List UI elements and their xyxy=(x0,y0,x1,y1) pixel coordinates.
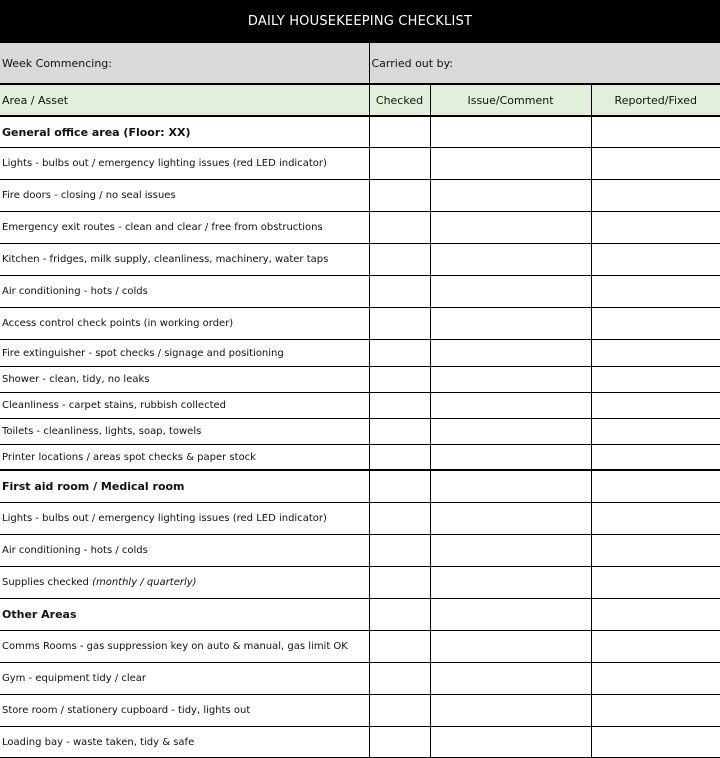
column-header-issue: Issue/Comment xyxy=(430,84,591,116)
item-label xyxy=(0,308,369,340)
item-label xyxy=(0,445,369,471)
item-text: Air conditioning - hots / colds xyxy=(2,545,148,556)
reported-fixed-cell[interactable] xyxy=(591,116,720,148)
item-text: Toilets - cleanliness, lights, soap, towels xyxy=(2,426,202,437)
checked-cell[interactable] xyxy=(369,308,430,340)
section-title xyxy=(0,470,369,503)
item-text: Lights - bulbs out / emergency lighting issues (red LED indicator) xyxy=(2,158,327,169)
reported-fixed-cell[interactable] xyxy=(591,445,720,471)
checklist-row xyxy=(0,695,720,727)
section-title xyxy=(0,599,369,631)
item-text: Gym - equipment tidy / clear xyxy=(2,673,147,684)
item-label xyxy=(0,535,369,567)
issue-comment-cell[interactable] xyxy=(430,367,591,393)
item-text: Air conditioning - hots / colds xyxy=(2,286,148,297)
checked-cell[interactable] xyxy=(369,367,430,393)
reported-fixed-cell[interactable] xyxy=(591,393,720,419)
issue-comment-cell[interactable] xyxy=(430,695,591,727)
reported-fixed-cell[interactable] xyxy=(591,695,720,727)
item-label xyxy=(0,393,369,419)
item-label xyxy=(0,244,369,276)
item-text: Shower - clean, tidy, no leaks xyxy=(2,374,150,385)
reported-fixed-cell[interactable] xyxy=(591,535,720,567)
item-text: First aid room / Medical room xyxy=(2,480,185,493)
section-row xyxy=(0,116,720,148)
info-row xyxy=(0,43,720,85)
issue-comment-cell[interactable] xyxy=(430,470,591,503)
week-commencing-field[interactable]: Week Commencing: xyxy=(0,43,369,85)
reported-fixed-cell[interactable] xyxy=(591,340,720,367)
item-label xyxy=(0,180,369,212)
item-text: Cleanliness - carpet stains, rubbish collected xyxy=(2,400,226,411)
item-text: Other Areas xyxy=(2,608,77,621)
header-row xyxy=(0,84,720,116)
item-text: Supplies checked xyxy=(2,577,93,588)
checklist-row xyxy=(0,419,720,445)
checked-cell[interactable] xyxy=(369,695,430,727)
item-label xyxy=(0,727,369,758)
checklist-row xyxy=(0,276,720,308)
section-title xyxy=(0,116,369,148)
reported-fixed-cell[interactable] xyxy=(591,276,720,308)
checked-cell[interactable] xyxy=(369,727,430,758)
item-label xyxy=(0,631,369,663)
checklist-row xyxy=(0,393,720,419)
column-header-area: Area / Asset xyxy=(0,84,369,116)
carried-out-by-field[interactable]: Carried out by: xyxy=(369,43,720,85)
issue-comment-cell[interactable] xyxy=(430,212,591,244)
item-text: Fire doors - closing / no seal issues xyxy=(2,190,176,201)
item-text: Emergency exit routes - clean and clear / free from obstructions xyxy=(2,222,323,233)
issue-comment-cell[interactable] xyxy=(430,503,591,535)
item-note: (monthly / quarterly) xyxy=(92,577,197,588)
item-label xyxy=(0,567,369,599)
checked-cell[interactable] xyxy=(369,419,430,445)
reported-fixed-cell[interactable] xyxy=(591,308,720,340)
section-row xyxy=(0,599,720,631)
reported-fixed-cell[interactable] xyxy=(591,599,720,631)
issue-comment-cell[interactable] xyxy=(430,116,591,148)
issue-comment-cell[interactable] xyxy=(430,631,591,663)
issue-comment-cell[interactable] xyxy=(430,727,591,758)
issue-comment-cell[interactable] xyxy=(430,599,591,631)
reported-fixed-cell[interactable] xyxy=(591,631,720,663)
reported-fixed-cell[interactable] xyxy=(591,180,720,212)
item-label xyxy=(0,148,369,180)
checked-cell[interactable] xyxy=(369,470,430,503)
checked-cell[interactable] xyxy=(369,503,430,535)
issue-comment-cell[interactable] xyxy=(430,567,591,599)
issue-comment-cell[interactable] xyxy=(430,340,591,367)
issue-comment-cell[interactable] xyxy=(430,419,591,445)
issue-comment-cell[interactable] xyxy=(430,148,591,180)
item-text: Loading bay - waste taken, tidy & safe xyxy=(2,736,195,748)
checked-cell[interactable] xyxy=(369,276,430,308)
checked-cell[interactable] xyxy=(369,244,430,276)
reported-fixed-cell[interactable] xyxy=(591,367,720,393)
item-label xyxy=(0,419,369,445)
checked-cell[interactable] xyxy=(369,180,430,212)
issue-comment-cell[interactable] xyxy=(430,663,591,695)
item-text: Fire extinguisher - spot checks / signage and positioning xyxy=(2,347,284,359)
checklist-row xyxy=(0,244,720,276)
checked-cell[interactable] xyxy=(369,393,430,419)
reported-fixed-cell[interactable] xyxy=(591,244,720,276)
checked-cell[interactable] xyxy=(369,340,430,367)
item-label xyxy=(0,503,369,535)
checked-cell[interactable] xyxy=(369,148,430,180)
checklist-table xyxy=(0,42,720,758)
checklist-row xyxy=(0,631,720,663)
checked-cell[interactable] xyxy=(369,631,430,663)
item-text: Store room / stationery cupboard - tidy, lights out xyxy=(2,705,251,716)
checklist-row xyxy=(0,445,720,471)
reported-fixed-cell[interactable] xyxy=(591,503,720,535)
reported-fixed-cell[interactable] xyxy=(591,212,720,244)
item-text: Kitchen - fridges, milk supply, cleanliness, machinery, water taps xyxy=(2,254,329,265)
reported-fixed-cell[interactable] xyxy=(591,567,720,599)
item-text: General office area (Floor: XX) xyxy=(2,125,191,139)
item-label xyxy=(0,276,369,308)
column-header-checked: Checked xyxy=(369,84,430,116)
checklist-row xyxy=(0,308,720,340)
item-label xyxy=(0,663,369,695)
issue-comment-cell[interactable] xyxy=(430,535,591,567)
issue-comment-cell[interactable] xyxy=(430,308,591,340)
item-text: Access control check points (in working order) xyxy=(2,318,234,329)
item-label xyxy=(0,695,369,727)
checklist-row xyxy=(0,148,720,180)
checked-cell[interactable] xyxy=(369,535,430,567)
checked-cell[interactable] xyxy=(369,567,430,599)
page-title: DAILY HOUSEKEEPING CHECKLIST xyxy=(0,0,720,42)
issue-comment-cell[interactable] xyxy=(430,244,591,276)
checklist-row xyxy=(0,212,720,244)
item-label xyxy=(0,367,369,393)
checklist-row xyxy=(0,503,720,535)
reported-fixed-cell[interactable] xyxy=(591,663,720,695)
item-label xyxy=(0,212,369,244)
checklist-row xyxy=(0,367,720,393)
checked-cell[interactable] xyxy=(369,212,430,244)
issue-comment-cell[interactable] xyxy=(430,445,591,471)
checklist-row xyxy=(0,535,720,567)
reported-fixed-cell[interactable] xyxy=(591,148,720,180)
issue-comment-cell[interactable] xyxy=(430,276,591,308)
issue-comment-cell[interactable] xyxy=(430,393,591,419)
item-text: Printer locations / areas spot checks & paper stock xyxy=(2,451,256,463)
checklist-row xyxy=(0,727,720,758)
item-text: Comms Rooms - gas suppression key on auto & manual, gas limit OK xyxy=(2,641,348,652)
reported-fixed-cell[interactable] xyxy=(591,727,720,758)
checklist-row xyxy=(0,567,720,599)
checked-cell[interactable] xyxy=(369,445,430,471)
reported-fixed-cell[interactable] xyxy=(591,419,720,445)
issue-comment-cell[interactable] xyxy=(430,180,591,212)
item-label xyxy=(0,340,369,367)
checklist-row xyxy=(0,340,720,367)
column-header-reported: Reported/Fixed xyxy=(591,84,720,116)
checked-cell[interactable] xyxy=(369,116,430,148)
checked-cell[interactable] xyxy=(369,599,430,631)
section-row xyxy=(0,470,720,503)
checklist-row xyxy=(0,180,720,212)
checked-cell[interactable] xyxy=(369,663,430,695)
item-text: Lights - bulbs out / emergency lighting issues (red LED indicator) xyxy=(2,513,327,524)
reported-fixed-cell[interactable] xyxy=(591,470,720,503)
checklist-row xyxy=(0,663,720,695)
